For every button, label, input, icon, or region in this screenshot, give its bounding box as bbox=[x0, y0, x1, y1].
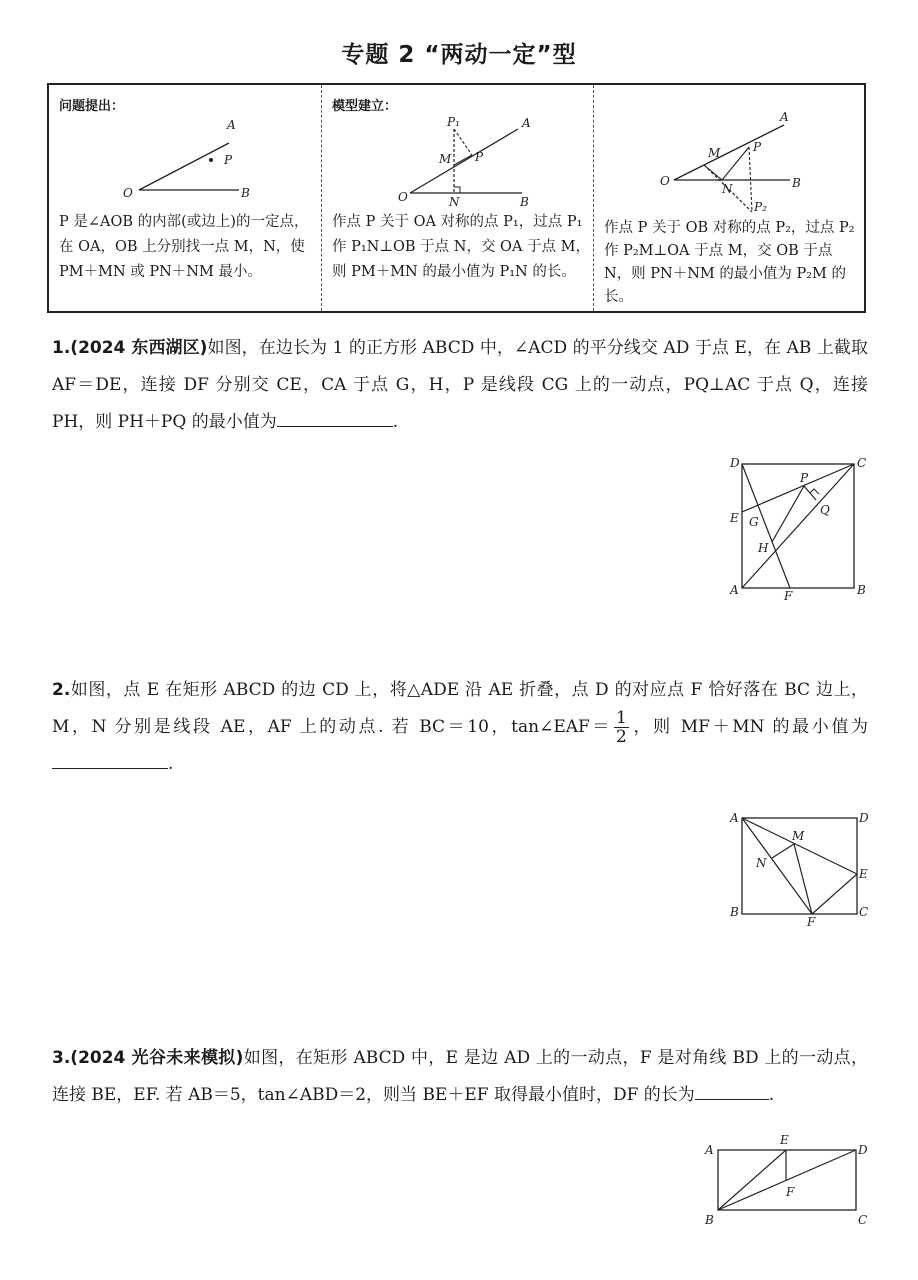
model-column-problem bbox=[49, 85, 322, 311]
column-text: 作点 P 关于 OB 对称的点 P₂，过点 P₂ 作 P₂M⊥OA 于点 M，交 OB 于点 N，则 PN＋NM 的最小值为 P₂M 的长。 bbox=[604, 220, 855, 305]
rectangle-fold-figure bbox=[722, 806, 872, 930]
question-end: . bbox=[392, 412, 399, 432]
label-P: P bbox=[475, 150, 484, 164]
label-O: O bbox=[123, 186, 133, 200]
question-number: 1. bbox=[52, 338, 71, 358]
label-F: F bbox=[784, 589, 793, 603]
label-D: D bbox=[859, 811, 869, 825]
label-H: H bbox=[758, 541, 769, 555]
label-C: C bbox=[857, 456, 867, 470]
question-number: 2. bbox=[52, 680, 71, 700]
label-Q: Q bbox=[820, 503, 830, 517]
label-A: A bbox=[730, 583, 739, 597]
question-end: . bbox=[768, 1085, 775, 1105]
reflection-diagram-2 bbox=[594, 105, 866, 217]
question-2 bbox=[52, 672, 868, 783]
label-B: B bbox=[241, 186, 250, 200]
label-E: E bbox=[780, 1133, 789, 1147]
fraction-numerator: 1 bbox=[616, 708, 627, 728]
question-text: 如图，点 E 在矩形 ABCD 的边 CD 上，将△ADE 沿 AE 折叠，点 D 的对应点 F 恰好落在 BC 边上，M，N 分别是线段 AE，AF 上的动点. 若 BC＝10，tan∠EAF＝ bbox=[52, 680, 868, 737]
label-A: A bbox=[730, 811, 739, 825]
label-N: N bbox=[756, 856, 767, 870]
square-abcd-figure bbox=[722, 452, 872, 604]
reflection-diagram-1 bbox=[322, 105, 594, 210]
question-3 bbox=[52, 1040, 868, 1114]
label-P: P bbox=[800, 471, 809, 485]
label-B: B bbox=[857, 583, 866, 597]
column-text: P 是∠AOB 的内部(或边上)的一定点，在 OA，OB 上分别找一点 M，N，使 PM＋MN 或 PN＋NM 最小。 bbox=[59, 214, 309, 280]
fraction-denominator: 2 bbox=[616, 727, 627, 747]
model-column-case2 bbox=[594, 85, 866, 311]
label-B: B bbox=[520, 195, 529, 209]
model-column-case1 bbox=[322, 85, 594, 311]
label-A: A bbox=[780, 110, 789, 124]
label-D: D bbox=[730, 456, 740, 470]
label-B: B bbox=[792, 176, 801, 190]
label-P2: P₂ bbox=[754, 200, 767, 214]
answer-blank[interactable] bbox=[277, 404, 393, 427]
label-A: A bbox=[705, 1143, 714, 1157]
column-heading: 模型建立： bbox=[332, 99, 398, 114]
fraction bbox=[614, 709, 629, 746]
label-B: B bbox=[705, 1213, 714, 1227]
question-text-after: ，则 MF＋MN 的最小值为 bbox=[630, 717, 868, 737]
question-text: 如图，在边长为 1 的正方形 ABCD 中，∠ACD 的平分线交 AD 于点 E，在 AB 上截取 AF＝DE，连接 DF 分别交 CE，CA 于点 G，H，P 是线段 CG 上的一动点，PQ⊥AC 于点 Q，连接 PH，则 PH＋PQ 的最小值为 bbox=[52, 338, 868, 432]
label-C: C bbox=[859, 905, 869, 919]
label-D: D bbox=[858, 1143, 868, 1157]
label-C: C bbox=[858, 1213, 868, 1227]
page-title: 专题 2 “两动一定”型 bbox=[341, 42, 577, 68]
label-N: N bbox=[722, 182, 733, 196]
label-G: G bbox=[749, 515, 759, 529]
angle-diagram bbox=[49, 105, 322, 210]
question-number: 3. bbox=[52, 1048, 71, 1068]
label-F: F bbox=[807, 915, 816, 929]
column-heading: 问题提出： bbox=[59, 99, 125, 114]
label-E: E bbox=[730, 511, 739, 525]
label-O: O bbox=[660, 174, 670, 188]
label-A: A bbox=[522, 116, 531, 130]
question-source: (2024 东西湖区) bbox=[70, 338, 208, 358]
label-O: O bbox=[398, 190, 408, 204]
label-M: M bbox=[708, 146, 721, 160]
label-B: B bbox=[730, 905, 739, 919]
label-P: P bbox=[753, 140, 762, 154]
answer-blank[interactable] bbox=[52, 746, 168, 769]
label-E: E bbox=[859, 867, 868, 881]
question-source: (2024 光谷未来模拟) bbox=[70, 1048, 244, 1068]
model-box bbox=[47, 83, 866, 313]
label-A: A bbox=[227, 118, 236, 132]
label-F: F bbox=[786, 1185, 795, 1199]
question-text: 如图，在矩形 ABCD 中，E 是边 AD 上的一动点，F 是对角线 BD 上的一动点，连接 BE，EF. 若 AB＝5，tan∠ABD＝2，则当 BE＋EF 取得最小值时，DF 的长为 bbox=[52, 1048, 868, 1105]
label-M: M bbox=[439, 152, 452, 166]
answer-blank[interactable] bbox=[695, 1077, 769, 1100]
label-M: M bbox=[792, 829, 805, 843]
question-end: . bbox=[168, 754, 174, 774]
question-1 bbox=[52, 330, 868, 441]
label-P: P bbox=[224, 153, 233, 167]
rectangle-diagonal-figure bbox=[700, 1132, 872, 1228]
label-P1: P₁ bbox=[447, 115, 460, 129]
label-N: N bbox=[449, 195, 460, 209]
column-text: 作点 P 关于 OA 对称的点 P₁，过点 P₁ 作 P₁N⊥OB 于点 N，交 OA 于点 M，则 PM＋MN 的最小值为 P₁N 的长。 bbox=[332, 214, 590, 280]
